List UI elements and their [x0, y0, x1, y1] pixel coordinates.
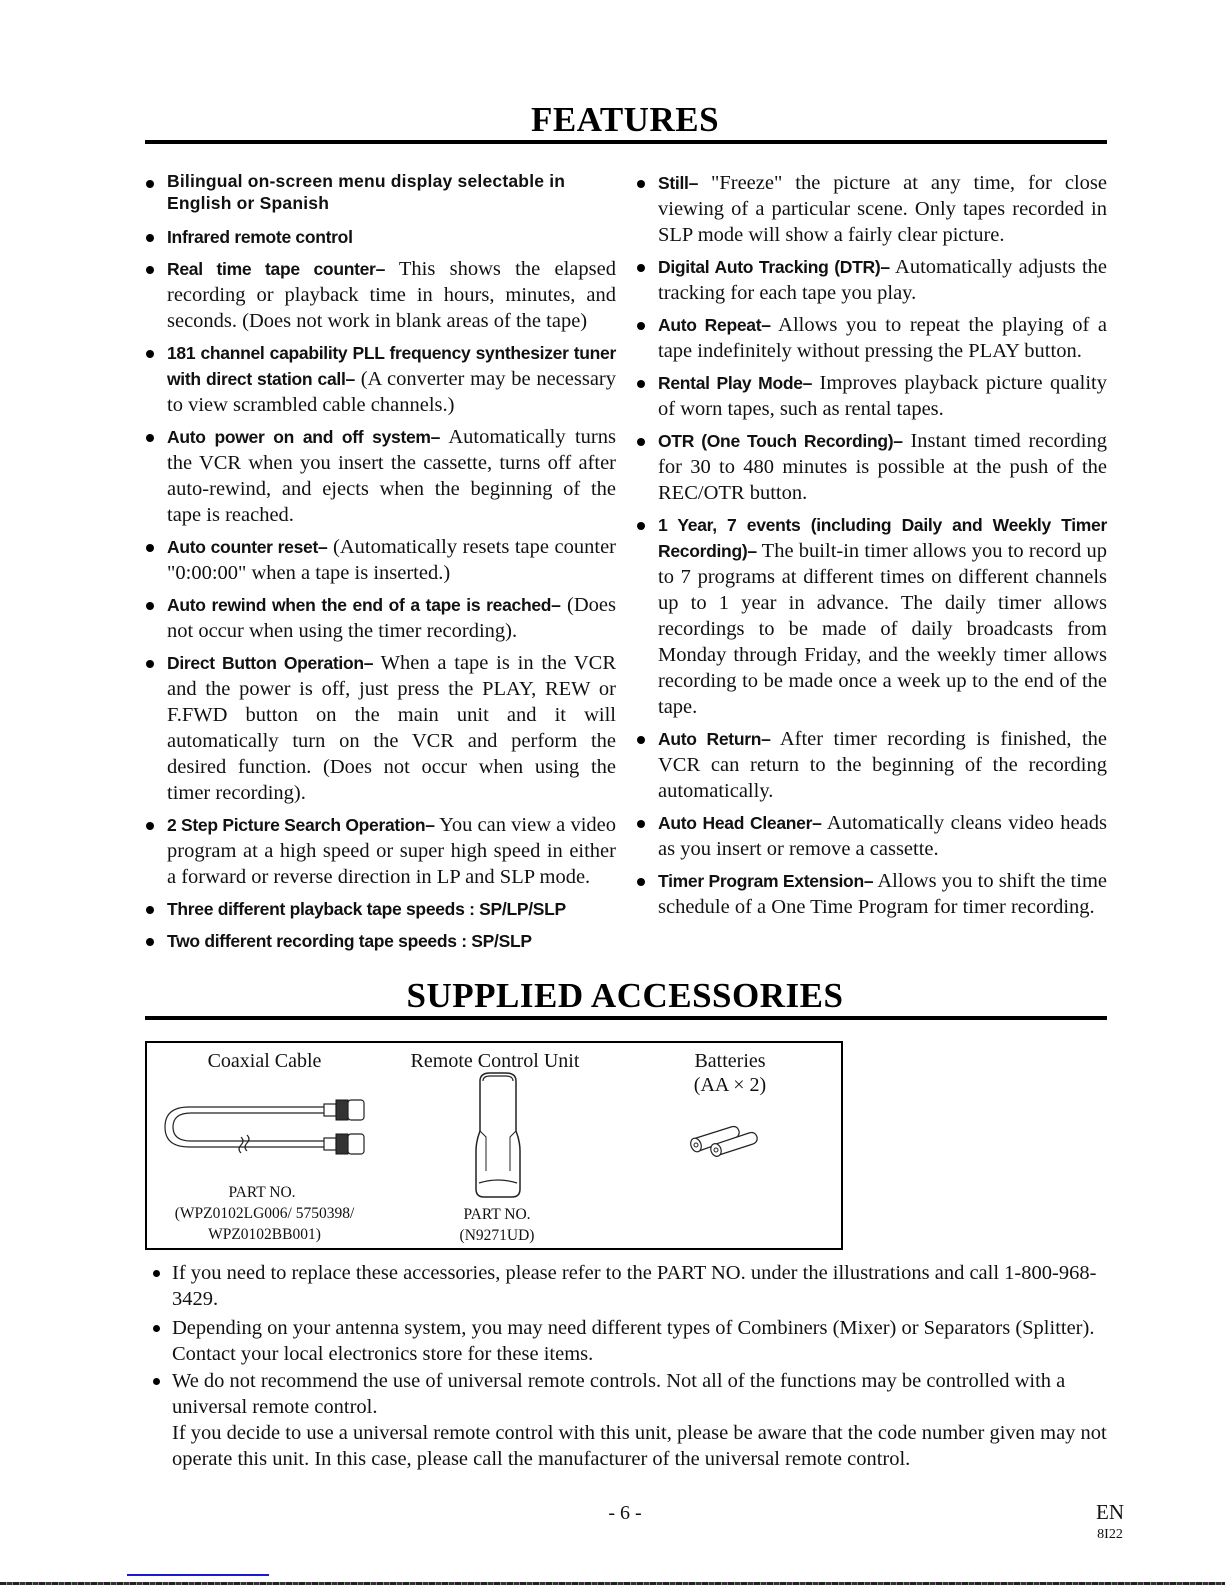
feature-text: Instant timed recording for 30 to 480 minutes is possible at the push of the REC/OTR button. [658, 430, 1107, 504]
features-rule [145, 140, 1107, 144]
bullet-icon [146, 822, 154, 830]
batteries-icon [687, 1121, 767, 1157]
feature-lead: Two different recording tape speeds : SP/SLP [167, 931, 532, 951]
bullet-icon [153, 1270, 160, 1277]
feature-text: Automatically turns the VCR when you insert the cassette, turns off after auto-rewind, and ejects when the beginning of the tape is reached. [167, 426, 616, 526]
features-right-column [637, 170, 1107, 920]
bullet-icon [637, 380, 645, 388]
feature-lead: Direct Button Operation– [167, 653, 374, 673]
feature-item [637, 428, 1107, 506]
note-text: If you need to replace these accessories, please refer to the PART NO. under the illustrations and call 1-800-968-3429. [172, 1262, 1097, 1310]
bullet-icon [153, 1325, 160, 1332]
feature-lead: Rental Play Mode– [658, 373, 813, 393]
features-left-column [146, 170, 616, 954]
feature-item [146, 896, 616, 922]
feature-item [146, 650, 616, 806]
bullet-icon [146, 234, 154, 242]
feature-item [146, 256, 616, 334]
coaxial-cable-icon [159, 1095, 379, 1165]
note-text: Depending on your antenna system, you may need different types of Combiners (Mixer) or Separators (Splitter). Contact your local electronics store for these items. [172, 1317, 1095, 1365]
bullet-icon [146, 350, 154, 358]
feature-lead: Still– [658, 173, 699, 193]
feature-lead: Auto power on and off system– [167, 427, 441, 447]
remote-control-icon [472, 1071, 524, 1201]
feature-item [146, 534, 616, 586]
feature-item [637, 254, 1107, 306]
feature-item [637, 170, 1107, 248]
bullet-icon [637, 820, 645, 828]
features-title: FEATURES [530, 100, 720, 139]
feature-lead: Timer Program Extension– [658, 871, 874, 891]
bullet-icon [637, 736, 645, 744]
page-number: - 6 - [608, 1502, 642, 1524]
feature-lead: 2 Step Picture Search Operation– [167, 815, 435, 835]
batteries-label: Batteries [694, 1050, 766, 1072]
accessories-box [145, 1041, 843, 1250]
bullet-icon [146, 906, 154, 914]
feature-lead: Three different playback tape speeds : SP/LP/SLP [167, 899, 566, 919]
bullet-icon [146, 434, 154, 442]
feature-lead: 181 channel capability PLL frequency synthesizer tuner with direct station call– [167, 343, 616, 389]
feature-item [146, 928, 616, 954]
feature-item [146, 592, 616, 644]
feature-lead: Digital Auto Tracking (DTR)– [658, 257, 890, 277]
feature-item [146, 424, 616, 528]
feature-lead: Auto rewind when the end of a tape is reached– [167, 595, 561, 615]
feature-item [146, 224, 616, 250]
feature-text: Allows you to repeat the playing of a tape indefinitely without pressing the PLAY button. [658, 314, 1107, 362]
coaxial-cable-part-label: PART NO. [228, 1184, 296, 1201]
feature-text: (Does not occur when using the timer recording). [167, 594, 617, 642]
feature-item [146, 170, 616, 216]
accessories-rule [145, 1016, 1107, 1020]
feature-text: Automatically adjusts the tracking for each tape you play. [658, 256, 1108, 304]
bullet-icon [146, 180, 154, 188]
remote-control-part-label: PART NO. [463, 1206, 531, 1223]
feature-text: (A converter may be necessary to view scrambled cable channels.) [167, 368, 616, 416]
link-underline[interactable] [127, 1574, 269, 1576]
note-item [148, 1368, 1137, 1472]
feature-lead: Auto counter reset– [167, 537, 328, 557]
feature-item [637, 810, 1107, 862]
bullet-icon [146, 938, 154, 946]
feature-text: Allows you to shift the time schedule of a One Time Program for timer recording. [658, 870, 1107, 918]
feature-text: Improves playback picture quality of worn tapes, such as rental tapes. [658, 372, 1107, 420]
remote-control-part-number: (N9271UD) [459, 1227, 535, 1244]
feature-text: This shows the elapsed recording or playback time in hours, minutes, and seconds. (Does not work in blank areas of the tape) [167, 258, 616, 332]
note-text: We do not recommend the use of universal remote controls. Not all of the functions may be controlled with a universal remote control. [172, 1370, 1066, 1418]
feature-text: The built-in timer allows you to record up to 7 programs at different times on different channels up to 1 year in advance. The daily timer allows recordings to be made of daily broadcasts from Monday through Friday, and the weekly timer allows recording to be made once a week up to the end of the tape. [658, 540, 1107, 718]
note-continuation: If you decide to use a universal remote control with this unit, please be aware that the code number given may not operate this unit. In this case, please call the manufacturer of the universal remote control. [172, 1422, 1107, 1470]
feature-lead: Auto Head Cleaner– [658, 813, 822, 833]
feature-lead: Infrared remote control [167, 227, 353, 247]
note-item [148, 1260, 1137, 1312]
coaxial-cable-part-number: (WPZ0102LG006/ 5750398/ [174, 1205, 355, 1222]
bullet-icon [637, 522, 645, 530]
document-code: 8I22 [1097, 1527, 1123, 1542]
bullet-icon [146, 266, 154, 274]
bullet-icon [637, 322, 645, 330]
bullet-icon [146, 660, 154, 668]
bullet-icon [146, 544, 154, 552]
feature-text: (Automatically resets tape counter "0:00:00" when a tape is inserted.) [167, 536, 616, 584]
bullet-icon [637, 878, 645, 886]
batteries-quantity: (AA × 2) [693, 1074, 767, 1096]
feature-item [146, 812, 616, 890]
feature-text: You can view a video program at a high speed or super high speed in either a forward or reverse direction in LP and SLP mode. [167, 814, 616, 888]
bullet-icon [637, 264, 645, 272]
feature-text: After timer recording is finished, the VCR can return to the beginning of the recording automatically. [658, 728, 1107, 802]
bullet-icon [637, 438, 645, 446]
language-code: EN [1096, 1500, 1124, 1524]
feature-item [637, 868, 1107, 920]
feature-item [637, 370, 1107, 422]
feature-lead: Auto Return– [658, 729, 771, 749]
feature-item [637, 312, 1107, 364]
bullet-icon [146, 602, 154, 610]
note-item [148, 1315, 1137, 1367]
feature-lead: Real time tape counter– [167, 259, 385, 279]
bullet-icon [153, 1378, 160, 1385]
feature-text: When a tape is in the VCR and the power is off, just press the PLAY, REW or F.FWD button on the main unit and it will automatically turn on the VCR and perform the desired function. (Does not occur when using the timer recording). [167, 652, 616, 804]
feature-lead: 1 Year, 7 events (including Daily and Weekly Timer Recording)– [658, 515, 1107, 561]
feature-lead: Bilingual on-screen menu display selectable in English or Spanish [167, 171, 566, 213]
coaxial-cable-label: Coaxial Cable [207, 1050, 322, 1072]
feature-item [146, 340, 616, 418]
remote-control-label: Remote Control Unit [410, 1050, 580, 1072]
bullet-icon [637, 180, 645, 188]
feature-text: Automatically cleans video heads as you insert or remove a cassette. [658, 812, 1107, 860]
feature-lead: OTR (One Touch Recording)– [658, 431, 903, 451]
feature-item [637, 512, 1107, 720]
feature-lead: Auto Repeat– [658, 315, 771, 335]
feature-item [637, 726, 1107, 804]
feature-text: "Freeze" the picture at any time, for close viewing of a particular scene. Only tapes recorded in SLP mode will show a fairly clear picture. [658, 172, 1107, 246]
coaxial-cable-part-number-2: WPZ0102BB001) [208, 1226, 321, 1243]
accessories-title: SUPPLIED ACCESSORIES [406, 976, 844, 1015]
